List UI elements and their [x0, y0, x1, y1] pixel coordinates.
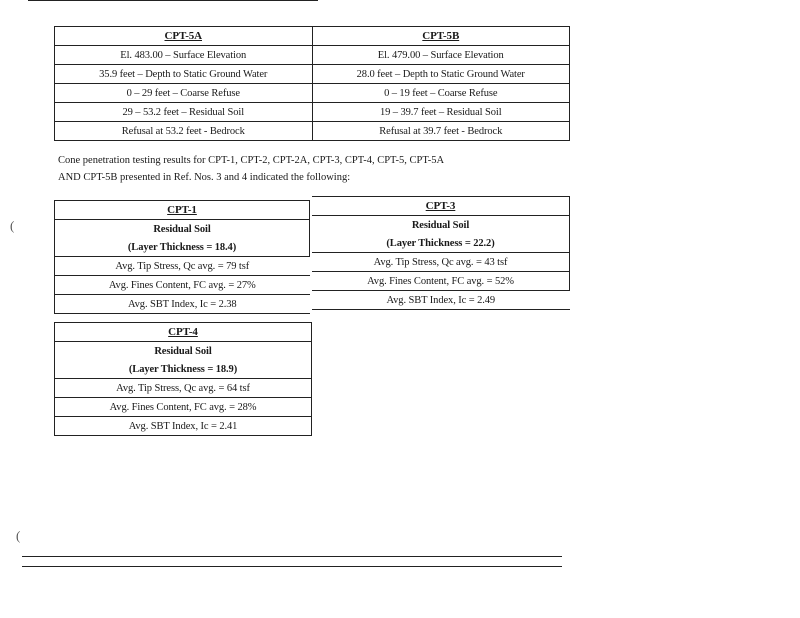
cpt-4-row: Avg. Fines Content, FC avg. = 28%: [55, 398, 312, 417]
cpt-4-row: Avg. Tip Stress, Qc avg. = 64 tsf: [55, 379, 312, 398]
cpt-1-row: Avg. SBT Index, Ic = 2.38: [55, 295, 310, 314]
cpt-3-row: Avg. Fines Content, FC avg. = 52%: [312, 272, 570, 291]
intro-paragraph: [58, 152, 558, 186]
cpt-3-soil: Residual Soil: [312, 216, 570, 235]
bottom-rule-2: [22, 566, 562, 567]
cpt-5a-row: 0 – 29 feet – Coarse Refuse: [55, 84, 313, 103]
hole-punch-mark-top: (: [10, 218, 15, 233]
cpt-1-soil: Residual Soil: [55, 220, 310, 239]
cpt-4-row: Avg. SBT Index, Ic = 2.41: [55, 417, 312, 436]
cpt-3-row: Avg. SBT Index, Ic = 2.49: [312, 291, 570, 310]
cpt-1-title: CPT-1: [55, 201, 310, 220]
cpt-5a-5b-table: [54, 26, 570, 141]
top-rule: [28, 0, 318, 1]
paragraph-line-1: Cone penetration testing results for CPT-1, CPT-2, CPT-2A, CPT-3, CPT-4, CPT-5, CPT-5A: [58, 155, 445, 166]
cpt-5b-row: El. 479.00 – Surface Elevation: [312, 46, 570, 65]
cpt-5b-row: 28.0 feet – Depth to Static Ground Water: [312, 65, 570, 84]
cpt-5b-title: CPT-5B: [312, 27, 570, 46]
cpt-3-table: [312, 196, 570, 310]
cpt-4-title: CPT-4: [55, 323, 312, 342]
cpt-3-title: CPT-3: [312, 197, 570, 216]
cpt-3-row: Avg. Tip Stress, Qc avg. = 43 tsf: [312, 253, 570, 272]
bottom-rule-1: [22, 556, 562, 557]
cpt-4-table: [54, 322, 312, 436]
cpt-1-row: Avg. Tip Stress, Qc avg. = 79 tsf: [55, 257, 310, 276]
hole-punch-mark-bottom: (: [16, 528, 21, 543]
cpt-1-thickness: (Layer Thickness = 18.4): [55, 238, 310, 257]
cpt-5a-row: 29 – 53.2 feet – Residual Soil: [55, 103, 313, 122]
cpt-3-thickness: (Layer Thickness = 22.2): [312, 234, 570, 253]
cpt-5b-row: 19 – 39.7 feet – Residual Soil: [312, 103, 570, 122]
cpt-5a-row: 35.9 feet – Depth to Static Ground Water: [55, 65, 313, 84]
cpt-1-row: Avg. Fines Content, FC avg. = 27%: [55, 276, 310, 295]
cpt-5a-row: Refusal at 53.2 feet - Bedrock: [55, 122, 313, 141]
cpt-5a-row: El. 483.00 – Surface Elevation: [55, 46, 313, 65]
cpt-5a-title: CPT-5A: [55, 27, 313, 46]
cpt-4-soil: Residual Soil: [55, 342, 312, 361]
cpt-5b-row: Refusal at 39.7 feet - Bedrock: [312, 122, 570, 141]
paragraph-line-2: AND CPT-5B presented in Ref. Nos. 3 and 4 indicated the following:: [58, 172, 351, 183]
cpt-1-table: [54, 200, 310, 314]
cpt-5b-row: 0 – 19 feet – Coarse Refuse: [312, 84, 570, 103]
cpt-4-thickness: (Layer Thickness = 18.9): [55, 360, 312, 379]
